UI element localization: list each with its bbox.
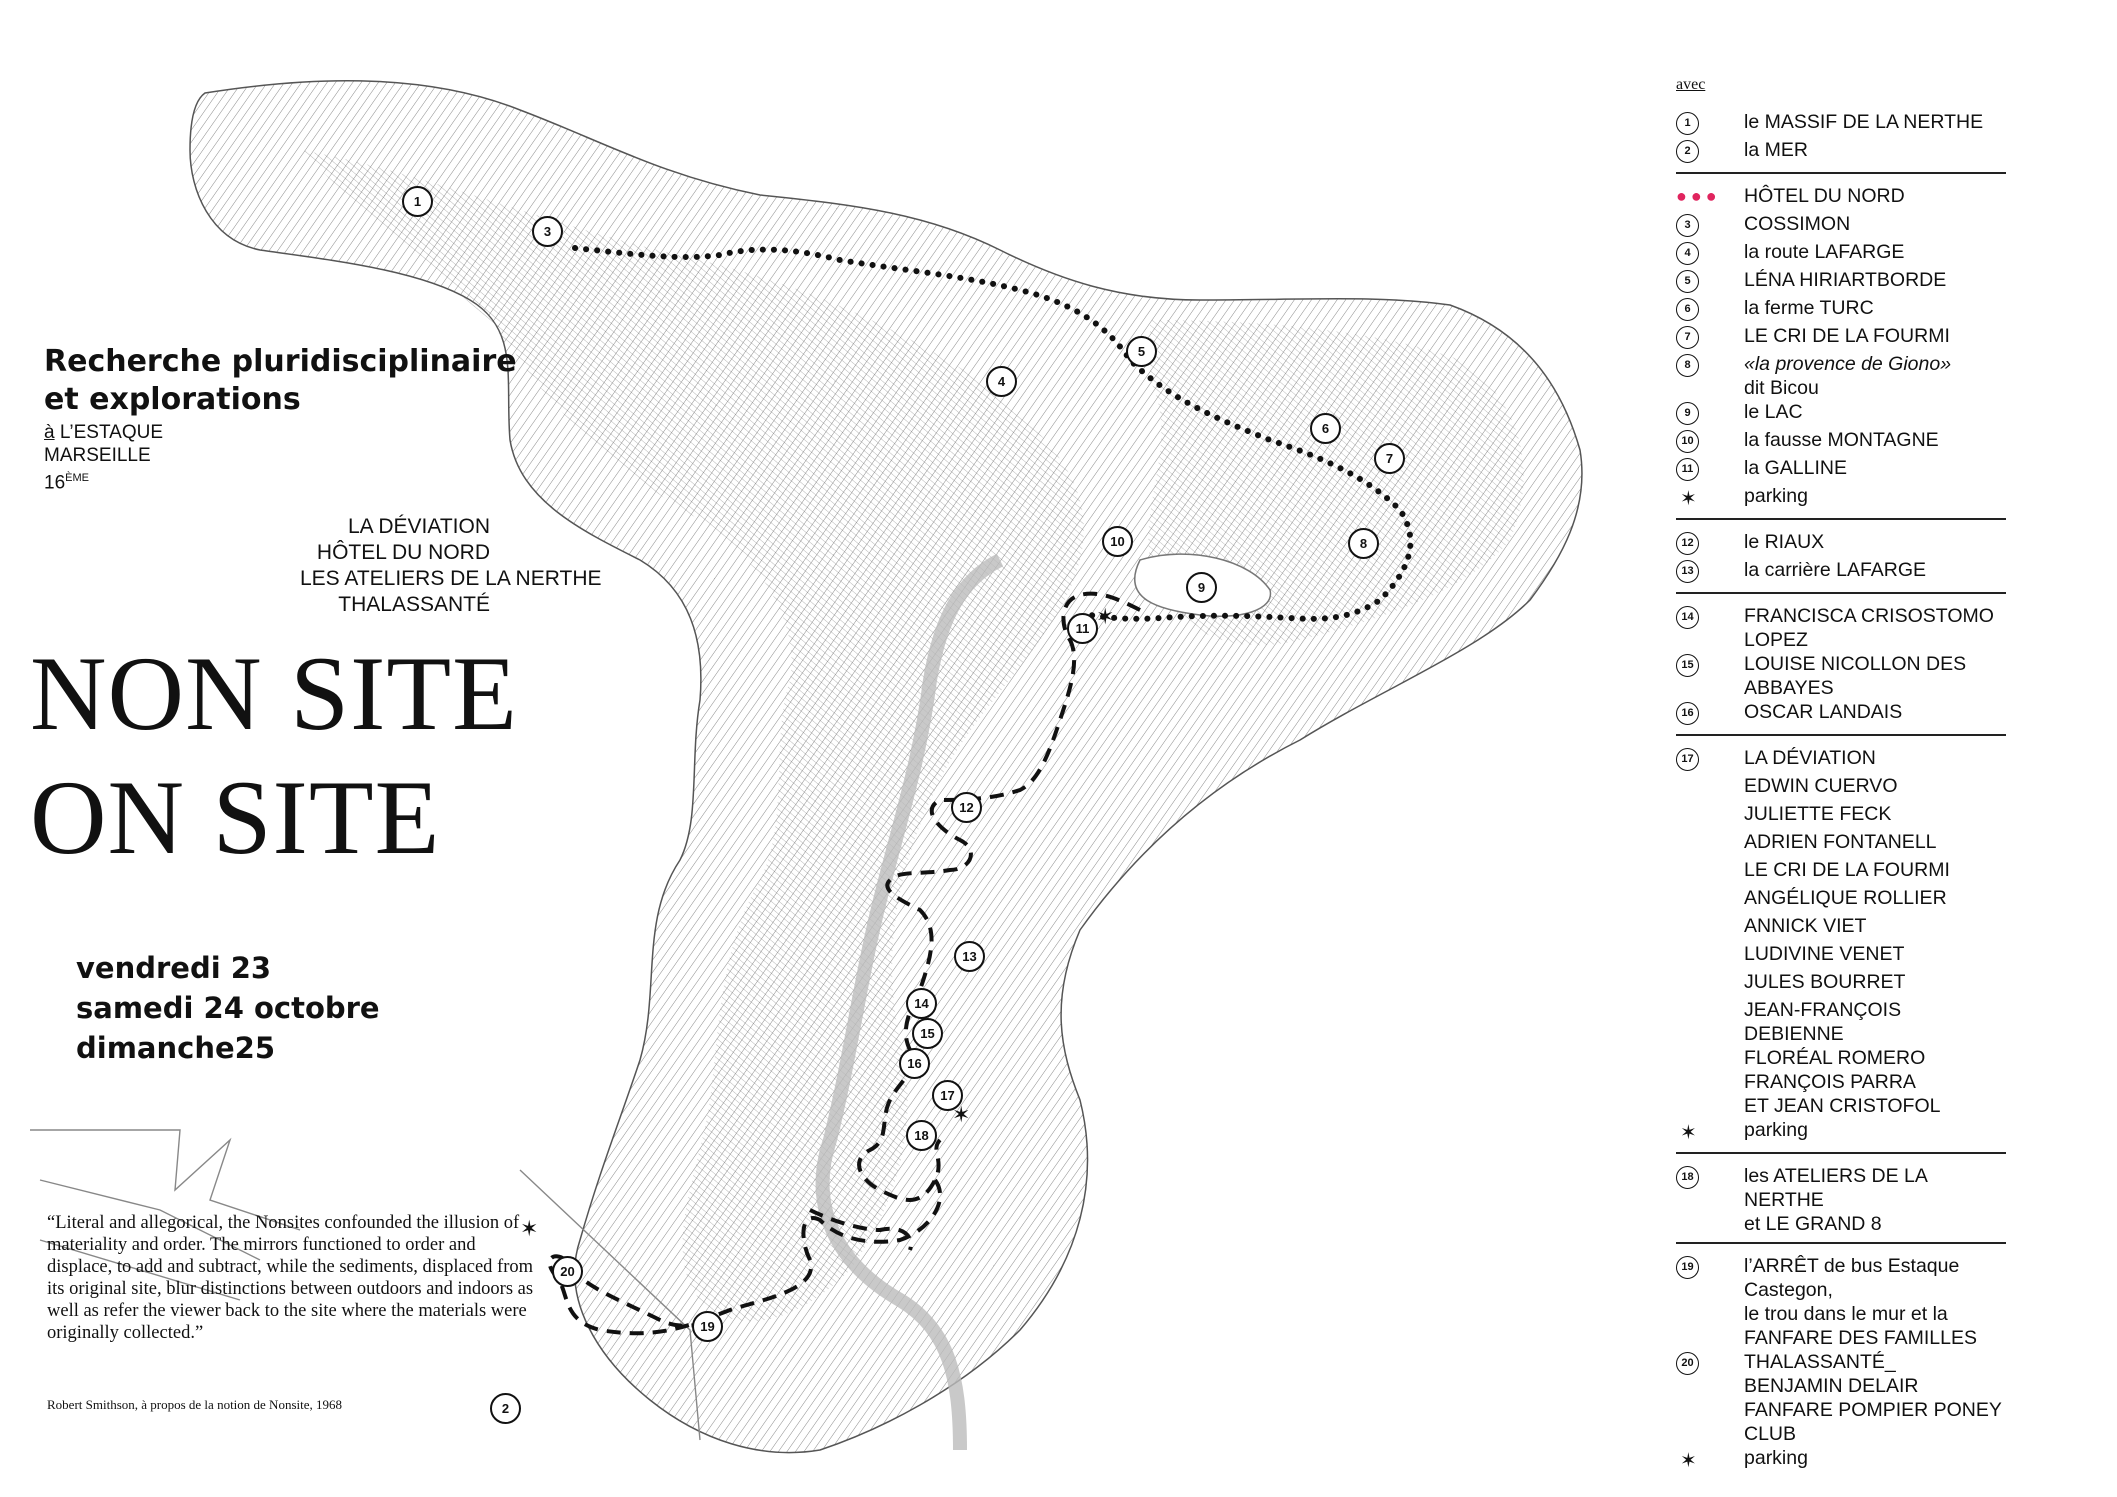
legend-symbol: [1676, 1350, 1744, 1375]
legend-number-icon: 4: [1676, 242, 1699, 265]
legend-number-icon: 5: [1676, 270, 1699, 293]
legend-number-icon: 12: [1676, 532, 1699, 555]
legend-number-icon: 13: [1676, 560, 1699, 583]
map-marker[interactable]: 7: [1374, 443, 1405, 474]
parking-star-icon: ✶: [520, 1216, 539, 1241]
place-line: MARSEILLE: [44, 445, 151, 466]
legend-label: ANGÉLIQUE ROLLIER: [1744, 887, 1947, 909]
legend-item: [1676, 268, 2006, 296]
legend-symbol: [1676, 352, 1744, 377]
legend-label: la carrière LAFARGE: [1744, 559, 1927, 581]
map-marker[interactable]: 2: [490, 1393, 521, 1424]
legend-symbol: [1676, 858, 1744, 860]
legend-item: [1676, 1164, 2006, 1236]
legend-item: [1676, 652, 2006, 700]
legend-label: la ferme TURC: [1744, 297, 1874, 319]
legend-item: [1676, 456, 2006, 484]
quote: “Literal and allegorical, the Nonsites confounded the illusion of materiality and order. The mirrors functioned to order and displace, to add and subtract, while the sediments, displaced from its original site, blur distinctions between outdoors and indoors as well as refer the viewer back to the site where the materials were originally collected.”: [47, 1213, 534, 1343]
legend-label: l’ARRÊT de bus Estaque Castegon, le trou dans le mur et la FANFARE DES FAMILLES: [1744, 1255, 1977, 1349]
legend-item: [1676, 428, 2006, 456]
legend-number-icon: 7: [1676, 326, 1699, 349]
map-marker[interactable]: 9: [1186, 572, 1217, 603]
legend-item: [1676, 914, 2006, 942]
title-line: NON SITE: [30, 635, 518, 752]
legend-label: LE CRI DE LA FOURMI: [1744, 325, 1950, 347]
legend-symbol: [1676, 484, 1744, 511]
map-marker[interactable]: 12: [951, 792, 982, 823]
legend-symbol: [1676, 110, 1744, 135]
legend-item: [1676, 352, 2006, 400]
legend-symbol: [1676, 138, 1744, 163]
dates: [76, 948, 380, 1068]
legend-item: [1676, 802, 2006, 830]
map-marker[interactable]: 18: [906, 1120, 937, 1151]
legend-symbol: [1676, 830, 1744, 832]
legend-item: [1676, 184, 2006, 212]
legend-symbol: [1676, 1118, 1744, 1145]
legend-item: [1676, 700, 2006, 728]
legend-group: [1676, 184, 2006, 520]
parking-star-icon: ✶: [1680, 1122, 1697, 1144]
parking-star-icon: ✶: [1096, 604, 1115, 629]
map-marker[interactable]: 20: [552, 1256, 583, 1287]
legend-header: avec: [1676, 76, 1706, 93]
legend-number-icon: 19: [1676, 1256, 1699, 1279]
legend-number-icon: 16: [1676, 702, 1699, 725]
legend-symbol: [1676, 184, 1744, 207]
legend-symbol: [1676, 652, 1744, 677]
legend-item: [1676, 886, 2006, 914]
parking-star-icon: ✶: [1680, 1450, 1697, 1472]
legend-label: les ATELIERS DE LA NERTHE et LE GRAND 8: [1744, 1165, 1927, 1235]
legend-label: parking: [1744, 1447, 1808, 1469]
legend-label: EDWIN CUERVO: [1744, 775, 1898, 797]
legend-number-icon: 8: [1676, 354, 1699, 377]
date-line: vendredi 23: [76, 951, 272, 985]
place-prefix: à: [44, 422, 55, 443]
map-marker[interactable]: 11: [1067, 613, 1098, 644]
place-line: L’ESTAQUE: [59, 422, 163, 443]
legend-label: LA DÉVIATION: [1744, 747, 1876, 769]
legend-item: [1676, 240, 2006, 268]
legend-label: JULIETTE FECK: [1744, 803, 1892, 825]
map-marker[interactable]: 15: [912, 1018, 943, 1049]
legend-label: LOUISE NICOLLON DES ABBAYES: [1744, 653, 1967, 699]
legend-label: FRANCISCA CRISOSTOMO LOPEZ: [1744, 605, 1994, 651]
legend-label: COSSIMON: [1744, 213, 1851, 235]
legend-number-icon: 3: [1676, 214, 1699, 237]
legend: [1676, 76, 2006, 1490]
legend-item: [1676, 296, 2006, 324]
legend-symbol: [1676, 240, 1744, 265]
legend-label: la GALLINE: [1744, 457, 1847, 479]
legend-label: la fausse MONTAGNE: [1744, 429, 1939, 451]
legend-label: HÔTEL DU NORD: [1744, 185, 1905, 207]
place-sup: ÈME: [65, 472, 89, 484]
legend-number-icon: 6: [1676, 298, 1699, 321]
map-marker[interactable]: 16: [899, 1048, 930, 1079]
legend-label: JULES BOURRET: [1744, 971, 1906, 993]
legend-group: [1676, 110, 2006, 174]
legend-symbol: [1676, 1164, 1744, 1189]
legend-symbol: [1676, 1254, 1744, 1279]
parking-star-icon: ✶: [1680, 488, 1697, 510]
legend-label: LUDIVINE VENET: [1744, 943, 1905, 965]
legend-label: OSCAR LANDAIS: [1744, 701, 1903, 723]
map-marker[interactable]: 6: [1310, 413, 1341, 444]
legend-symbol: [1676, 700, 1744, 725]
legend-number-icon: 9: [1676, 402, 1699, 425]
map-marker[interactable]: 4: [986, 366, 1017, 397]
legend-item: [1676, 1446, 2006, 1474]
legend-label: LÉNA HIRIARTBORDE: [1744, 269, 1947, 291]
legend-symbol: [1676, 212, 1744, 237]
map-marker[interactable]: 8: [1348, 528, 1379, 559]
title-line: ON SITE: [30, 759, 441, 876]
legend-label: JEAN-FRANÇOIS DEBIENNE FLORÉAL ROMERO FRANÇOIS PARRA ET JEAN CRISTOFOL: [1744, 999, 1941, 1117]
legend-item: [1676, 998, 2006, 1118]
legend-symbol: [1676, 942, 1744, 944]
legend-label: THALASSANTÉ_ BENJAMIN DELAIR FANFARE POMPIER PONEY CLUB: [1744, 1351, 2002, 1445]
map-marker[interactable]: 5: [1126, 336, 1157, 367]
legend-symbol: [1676, 998, 1744, 1000]
legend-item: [1676, 484, 2006, 512]
legend-symbol: [1676, 802, 1744, 804]
legend-label: parking: [1744, 1119, 1808, 1141]
legend-symbol: [1676, 400, 1744, 425]
map-marker[interactable]: 13: [954, 941, 985, 972]
legend-item: [1676, 746, 2006, 774]
legend-symbol: [1676, 774, 1744, 776]
legend-item: [1676, 942, 2006, 970]
legend-item: [1676, 1350, 2006, 1446]
legend-item: [1676, 530, 2006, 558]
legend-group: [1676, 1254, 2006, 1480]
date-line: samedi 24 octobre: [76, 991, 380, 1025]
map-marker[interactable]: 1: [402, 186, 433, 217]
date-line: dimanche25: [76, 1031, 275, 1065]
legend-number-icon: 17: [1676, 748, 1699, 771]
legend-item: [1676, 774, 2006, 802]
legend-group: [1676, 604, 2006, 736]
parking-star-icon: ✶: [952, 1102, 971, 1127]
partner: THALASSANTÉ: [338, 593, 490, 616]
legend-item: [1676, 604, 2006, 652]
legend-item: [1676, 400, 2006, 428]
legend-item: [1676, 212, 2006, 240]
partner: LA DÉVIATION: [348, 515, 490, 538]
legend-symbol: [1676, 268, 1744, 293]
legend-number-icon: 11: [1676, 458, 1699, 481]
place-line: 16: [44, 472, 66, 494]
legend-symbol: [1676, 324, 1744, 349]
partner: HÔTEL DU NORD: [316, 541, 490, 564]
map-marker[interactable]: 14: [906, 988, 937, 1019]
legend-number-icon: 15: [1676, 654, 1699, 677]
legend-symbol: [1676, 428, 1744, 453]
map-marker[interactable]: 10: [1102, 526, 1133, 557]
heading: [44, 343, 517, 419]
legend-item: [1676, 138, 2006, 166]
partner: LES ATELIERS DE LA NERTHE: [300, 567, 602, 590]
legend-item: [1676, 558, 2006, 586]
legend-label: ANNICK VIET: [1744, 915, 1867, 937]
map-marker[interactable]: 17: [932, 1080, 963, 1111]
legend-label: la route LAFARGE: [1744, 241, 1905, 263]
page-title: [30, 632, 518, 880]
legend-symbol: [1676, 914, 1744, 916]
legend-symbol: [1676, 886, 1744, 888]
partners-list: [300, 514, 602, 618]
legend-groups: [1676, 110, 2006, 1480]
legend-label: le MASSIF DE LA NERTHE: [1744, 111, 1984, 133]
map-marker[interactable]: 19: [692, 1311, 723, 1342]
legend-number-icon: 18: [1676, 1166, 1699, 1189]
legend-item: [1676, 830, 2006, 858]
legend-symbol: [1676, 970, 1744, 972]
legend-label: le RIAUX: [1744, 531, 1825, 553]
legend-symbol: [1676, 456, 1744, 481]
legend-symbol: [1676, 558, 1744, 583]
heading-line: et explorations: [44, 382, 301, 417]
legend-symbol: [1676, 296, 1744, 321]
legend-item: [1676, 1118, 2006, 1146]
place: [44, 421, 163, 494]
legend-symbol: [1676, 604, 1744, 629]
legend-label: ADRIEN FONTANELL: [1744, 831, 1937, 853]
map-marker[interactable]: 3: [532, 216, 563, 247]
legend-number-icon: 10: [1676, 430, 1699, 453]
legend-group: [1676, 530, 2006, 594]
legend-number-icon: 20: [1676, 1352, 1699, 1375]
legend-symbol: [1676, 530, 1744, 555]
legend-label: le LAC: [1744, 401, 1803, 423]
legend-symbol: [1676, 746, 1744, 771]
legend-label: LE CRI DE LA FOURMI: [1744, 859, 1950, 881]
legend-group: [1676, 1164, 2006, 1244]
legend-item: [1676, 970, 2006, 998]
legend-number-icon: 14: [1676, 606, 1699, 629]
legend-group: [1676, 746, 2006, 1154]
legend-symbol: [1676, 1446, 1744, 1473]
legend-label: la MER: [1744, 139, 1808, 161]
legend-label: parking: [1744, 485, 1808, 507]
legend-label: «la provence de Giono» dit Bicou: [1744, 353, 1952, 399]
legend-item: [1676, 324, 2006, 352]
legend-item: [1676, 1254, 2006, 1350]
legend-item: [1676, 858, 2006, 886]
dotted-route-icon: ●●●: [1676, 186, 1721, 206]
legend-number-icon: 1: [1676, 112, 1699, 135]
quote-attribution: Robert Smithson, à propos de la notion de Nonsite, 1968: [47, 1397, 343, 1412]
legend-number-icon: 2: [1676, 140, 1699, 163]
heading-line: Recherche pluridisciplinaire: [44, 344, 517, 379]
legend-item: [1676, 110, 2006, 138]
